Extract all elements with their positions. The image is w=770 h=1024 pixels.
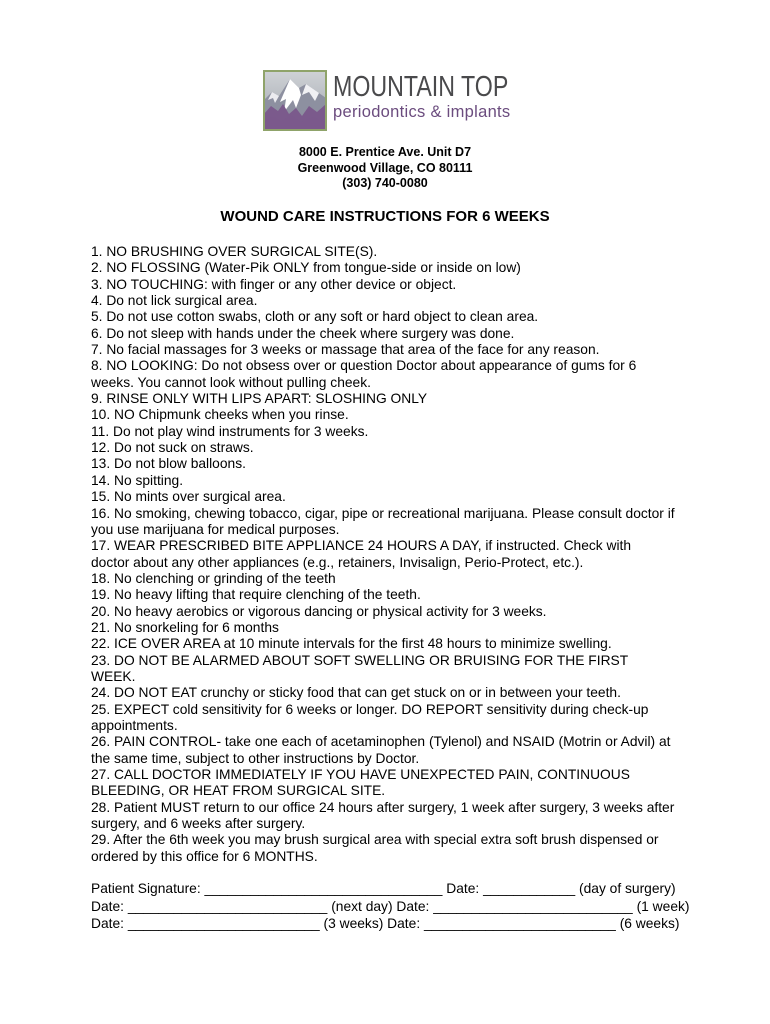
blank-line: __________________________ <box>127 898 328 914</box>
instruction-item <box>91 293 675 309</box>
instruction-item <box>91 456 675 472</box>
address-phone: (303) 740-0080 <box>342 176 428 190</box>
field-note: (6 weeks) <box>619 916 680 931</box>
logo-name: MOUNTAIN TOP <box>333 71 509 103</box>
instruction-item <box>91 489 675 505</box>
field-label: Date: <box>446 881 480 896</box>
instruction-text-continued: appointments. <box>91 717 178 733</box>
field-label: Date: <box>387 916 421 931</box>
instruction-text: 21. No snorkeling for 6 months <box>91 619 279 635</box>
field-label: Patient Signature: <box>91 881 201 896</box>
blank-line: _______________________________ <box>204 881 443 896</box>
instruction-text: 14. No spitting. <box>91 472 184 488</box>
instruction-item <box>91 734 675 767</box>
instruction-item <box>91 571 675 587</box>
instruction-text: 2. NO FLOSSING (Water-Pik ONLY from tongue-side or inside on low) <box>91 260 521 276</box>
instruction-item <box>91 342 675 358</box>
signature-row <box>91 898 689 916</box>
instruction-text: 16. No smoking, chewing tobacco, cigar, pipe or recreational marijuana. Please consult doctor if <box>91 505 675 521</box>
mountain-logo-icon <box>263 70 327 131</box>
instruction-item <box>91 440 675 456</box>
instruction-text-continued: doctor about any other appliances (e.g., retainers, Invisalign, Perio-Protect, etc.). <box>91 554 584 570</box>
instruction-item <box>91 326 675 342</box>
instruction-text: 13. Do not blow balloons. <box>91 456 246 472</box>
instruction-item <box>91 604 675 620</box>
instruction-item <box>91 391 675 407</box>
field-label: Date: <box>396 898 430 914</box>
instruction-text: 15. No mints over surgical area. <box>91 489 286 505</box>
instruction-item <box>91 587 675 603</box>
blank-line: _________________________ <box>127 916 320 931</box>
instruction-text-continued: BLEEDING, OR HEAT FROM SURGICAL SITE. <box>91 783 386 799</box>
instruction-text: 17. WEAR PRESCRIBED BITE APPLIANCE 24 HOURS A DAY, if instructed. Check with <box>91 538 632 554</box>
instruction-item <box>91 636 675 652</box>
instruction-item <box>91 473 675 489</box>
instruction-item <box>91 506 675 539</box>
field-note: (day of surgery) <box>579 881 676 896</box>
instruction-text: 26. PAIN CONTROL- take one each of acetaminophen (Tylenol) and NSAID (Motrin or Advil) at <box>91 734 671 750</box>
instruction-text: 6. Do not sleep with hands under the cheek where surgery was done. <box>91 325 515 341</box>
logo-tagline: periodontics & implants <box>333 103 511 121</box>
instruction-text: 18. No clenching or grinding of the teeth <box>91 570 336 586</box>
instruction-text: 7. No facial massages for 3 weeks or massage that area of the face for any reason. <box>91 342 600 358</box>
instruction-item <box>91 309 675 325</box>
instruction-text-continued: surgery, and 6 weeks after surgery. <box>91 816 306 832</box>
signature-row <box>91 880 689 898</box>
instruction-text: 3. NO TOUCHING: with finger or any other device or object. <box>91 276 457 292</box>
blank-line: ____________ <box>483 881 576 896</box>
instruction-text: 20. No heavy aerobics or vigorous dancing or physical activity for 3 weeks. <box>91 603 547 619</box>
instruction-item <box>91 244 675 260</box>
instruction-text: 28. Patient MUST return to our office 24 hours after surgery, 1 week after surgery, 3 weeks after <box>91 799 675 815</box>
instruction-text: 25. EXPECT cold sensitivity for 6 weeks or longer. DO REPORT sensitivity during check-up <box>91 701 649 717</box>
instruction-text: 10. NO Chipmunk cheeks when you rinse. <box>91 407 349 423</box>
instruction-text: 23. DO NOT BE ALARMED ABOUT SOFT SWELLING OR BRUISING FOR THE FIRST <box>91 652 629 668</box>
instruction-text: 27. CALL DOCTOR IMMEDIATELY IF YOU HAVE UNEXPECTED PAIN, CONTINUOUS <box>91 767 630 782</box>
instruction-item <box>91 277 675 293</box>
field-label: Date: <box>91 898 124 914</box>
instruction-item <box>91 620 675 636</box>
instruction-item <box>91 538 675 571</box>
field-note: (3 weeks) <box>323 916 384 931</box>
address-street: 8000 E. Prentice Ave. Unit D7 <box>298 145 472 159</box>
blank-line: _________________________ <box>424 916 616 931</box>
instruction-text: 29. After the 6th week you may brush surgical area with special extra soft brush dispensed or <box>91 832 659 848</box>
field-label: Date: <box>91 916 124 931</box>
instruction-text: 5. Do not use cotton swabs, cloth or any soft or hard object to clean area. <box>91 309 539 325</box>
instruction-item <box>91 767 675 800</box>
instruction-text: 8. NO LOOKING: Do not obsess over or question Doctor about appearance of gums for 6 <box>91 358 637 374</box>
signature-row <box>91 915 689 933</box>
instruction-text-continued: the same time, subject to other instructions by Doctor. <box>91 750 420 766</box>
instruction-item <box>91 407 675 423</box>
instruction-text-continued: WEEK. <box>91 668 136 684</box>
field-note: (next day) <box>331 898 393 914</box>
field-note: (1 week) <box>636 898 690 914</box>
instructions-list <box>91 244 675 865</box>
instruction-text: 12. Do not suck on straws. <box>91 440 254 456</box>
instruction-text: 19. No heavy lifting that require clenching of the teeth. <box>91 587 421 603</box>
instruction-text-continued: weeks. You cannot look without pulling cheek. <box>91 374 371 390</box>
instruction-text: 24. DO NOT EAT crunchy or sticky food that can get stuck on or in between your teeth. <box>91 685 621 701</box>
instruction-text: 4. Do not lick surgical area. <box>91 293 258 309</box>
instruction-item <box>91 358 675 391</box>
document-title: WOUND CARE INSTRUCTIONS FOR 6 WEEKS <box>220 208 550 225</box>
blank-line: __________________________ <box>433 898 633 914</box>
instruction-text-continued: you use marijuana for medical purposes. <box>91 521 340 537</box>
signature-block <box>91 880 689 933</box>
instruction-item <box>91 685 675 701</box>
address-city: Greenwood Village, CO 80111 <box>297 160 473 175</box>
instruction-text-continued: ordered by this office for 6 MONTHS. <box>91 848 318 864</box>
instruction-item <box>91 260 675 276</box>
instruction-text: 11. Do not play wind instruments for 3 weeks. <box>91 423 369 439</box>
instruction-text: 1. NO BRUSHING OVER SURGICAL SITE(S). <box>91 244 378 259</box>
instruction-text: 9. RINSE ONLY WITH LIPS APART: SLOSHING ONLY <box>91 391 428 407</box>
instruction-item <box>91 800 675 833</box>
instruction-item <box>91 702 675 735</box>
instruction-item <box>91 832 675 865</box>
instruction-item <box>91 653 675 686</box>
address-block <box>0 145 770 192</box>
instruction-text: 22. ICE OVER AREA at 10 minute intervals for the first 48 hours to minimize swelling. <box>91 636 612 652</box>
instruction-item <box>91 424 675 440</box>
